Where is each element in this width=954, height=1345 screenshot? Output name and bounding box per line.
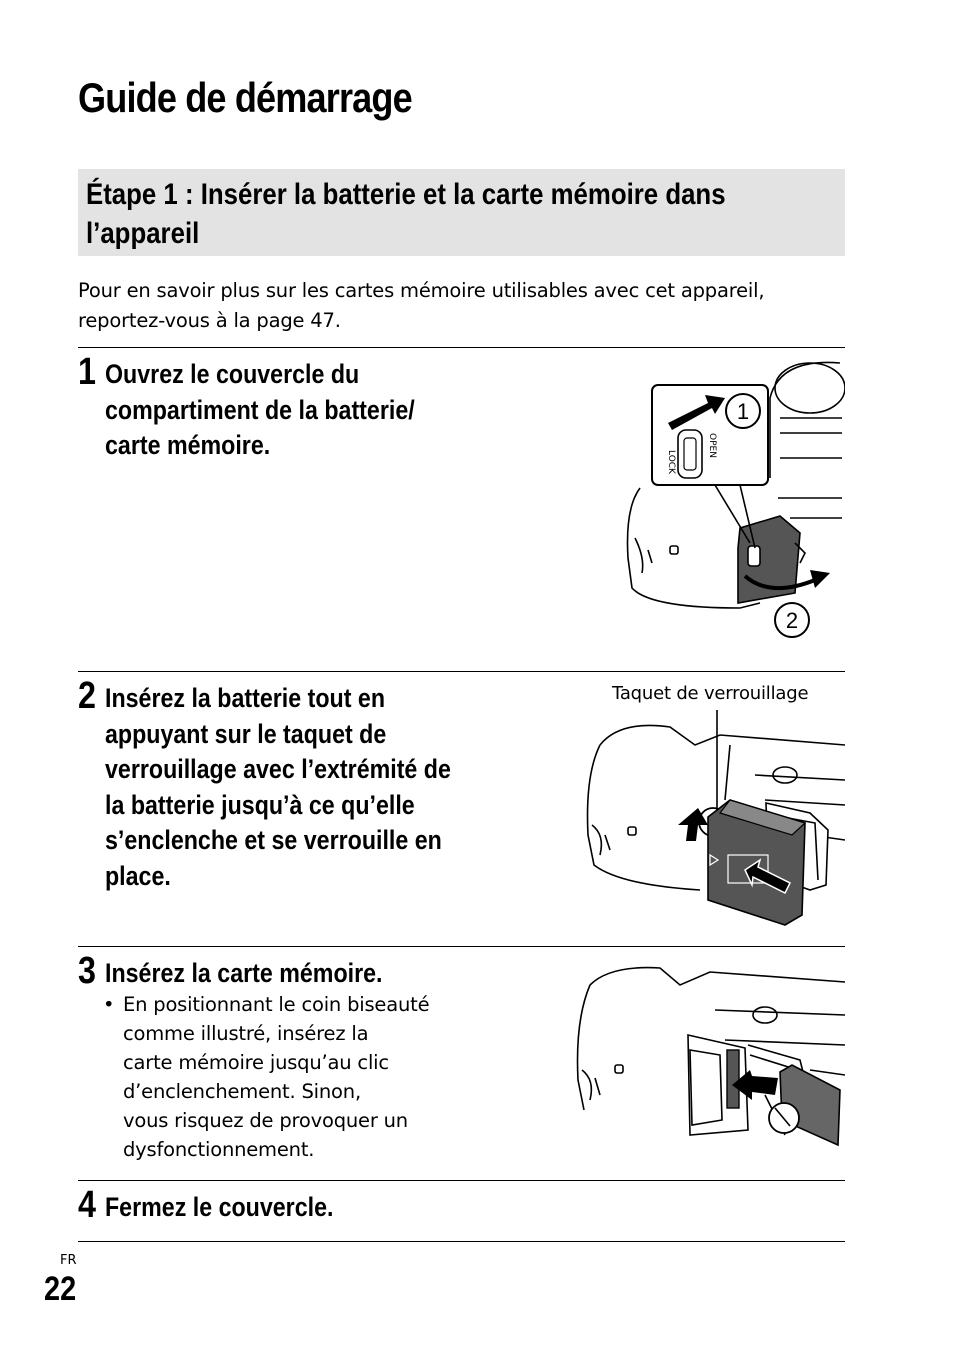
- section-heading: Étape 1 : Insérer la batterie et la carte mémoire dans l’appareil: [86, 178, 726, 250]
- page-title: Guide de démarrage: [78, 74, 412, 121]
- divider: [78, 946, 845, 947]
- step-3-title: Insérez la carte mémoire.: [105, 958, 383, 988]
- step-2-number: 2: [78, 675, 96, 717]
- section-banner: [78, 169, 845, 256]
- bullet-marker: •: [103, 993, 115, 1016]
- figure-insert-battery: [580, 705, 845, 927]
- figure-insert-card: [570, 960, 845, 1150]
- divider: [78, 347, 845, 348]
- step-3-number: 3: [78, 950, 96, 992]
- step-4-title: Fermez le couvercle.: [105, 1192, 334, 1222]
- divider: [78, 1180, 845, 1181]
- step-3-bullet-text: En positionnant le coin biseauté comme illustré, insérez la carte mémoire jusqu’au clic d’enclenchement. Sinon, vous risquez de provoquer un dysfonctionnement.: [123, 993, 430, 1161]
- open-label: OPEN: [707, 433, 717, 458]
- figure-open-cover: [620, 358, 845, 650]
- step-1-number: 1: [78, 351, 96, 393]
- language-code: FR: [60, 1253, 77, 1268]
- step-4-number: 4: [78, 1184, 96, 1226]
- latch-callout: Taquet de verrouillage: [612, 683, 809, 704]
- step-2-title: Insérez la batterie tout en appuyant sur le taquet de verrouillage avec l’extrémité de la batterie jusqu’à ce qu’elle s’enclenche et se verrouille en place.: [105, 683, 451, 891]
- marker-1: 1: [736, 399, 750, 424]
- lock-label: LOCK: [666, 450, 676, 474]
- page-number: 22: [44, 1270, 77, 1308]
- step-1-title: Ouvrez le couvercle du compartiment de la batterie/ carte mémoire.: [105, 359, 415, 460]
- divider: [78, 1241, 845, 1242]
- marker-2: 2: [785, 608, 799, 633]
- step-3-bullet: [103, 990, 473, 1164]
- divider: [78, 671, 845, 672]
- intro-paragraph: Pour en savoir plus sur les cartes mémoire utilisables avec cet appareil, reportez-vous à la page 47.: [78, 279, 765, 332]
